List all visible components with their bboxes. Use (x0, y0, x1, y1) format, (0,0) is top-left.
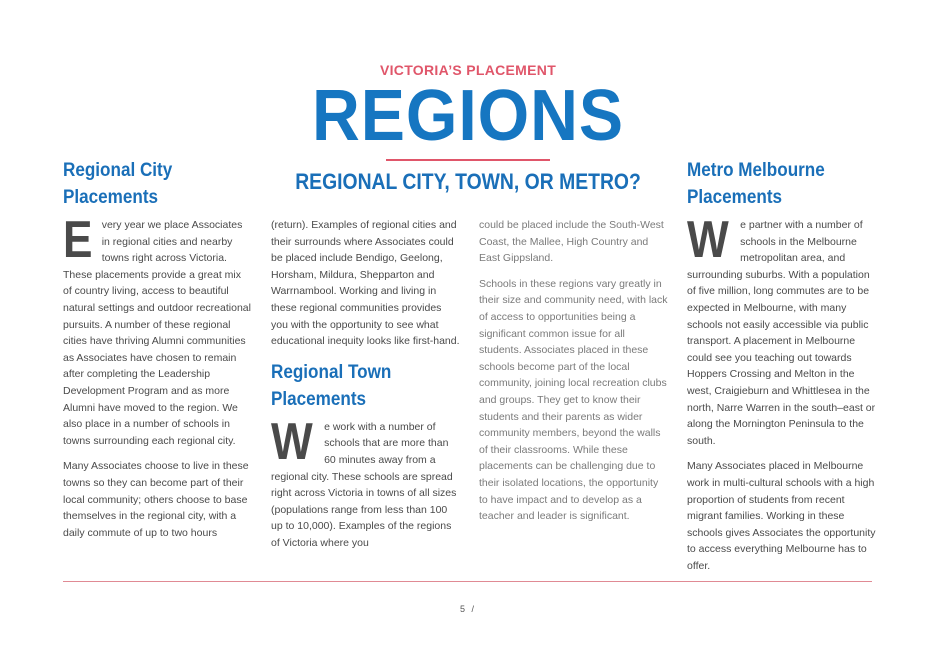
page-number: 5 / (459, 604, 476, 614)
regional-town-paragraph-1 (271, 412, 461, 552)
regional-city-paragraph-1 (63, 211, 251, 449)
page-title: REGIONS (312, 76, 624, 156)
regional-city-paragraph-3: (return). Examples of regional cities and their surrounds where Associates could be placed include Bendigo, Geelong, Horsham, Mildura, Shepparton and Warrnambool. Working and living in these regional communities provides you with the opportunity to see what educational inequity looks like first-hand. (271, 219, 460, 348)
regional-city-heading: Regional City Placements (63, 160, 173, 208)
column-2 (271, 217, 461, 561)
metro-paragraph-1 (687, 211, 877, 449)
regional-town-paragraph-3: Schools in these regions vary greatly in their size and community need, with lack of access to opportunities being a significant common issue for all students. Associates placed in these schools become part of the local community, joining local recreation clubs and groups. They get to know their students and their parents as wider community members, beyond the walls of their classrooms. While these placements can be challenging due to their isolated locations, the opportunity to have impact and to develop as a teacher and leader is significant. (479, 277, 668, 523)
dropcap-letter: E (63, 211, 93, 269)
regional-city-text-1: very year we place Associates in regional cities and nearby towns right across Victoria. These placements provide a great mix of country living, access to beautiful natural settings and outdoor recreational pursuits. A number of these regional cities have thriving Alumni communities as Associates have chosen to remain after completing the Leadership Development Program and as more Alumni have moved to the region. We also place in a number of schools in towns surrounding each regional city. (63, 219, 251, 447)
regional-town-heading: Regional Town Placements (271, 361, 392, 410)
page-subtitle: REGIONAL CITY, TOWN, OR METRO? (295, 169, 641, 194)
metro-text-1: e partner with a number of schools in the Melbourne metropolitan area, and surrounding suburbs. With a population of five million, long commutes are to be expected in Melbourne, with many schools not easily accessible via public transport. A placement in Melbourne could see you teaching out towards Hoppers Crossing and Melton in the west, Craigieburn and Whittlesea in the north, Narre Warren in the south–east or along the Mornington Peninsula to the south. (687, 219, 876, 447)
title-divider (386, 159, 550, 161)
regional-city-paragraph-2: Many Associates choose to live in these towns so they can become part of their local community; others choose to base themselves in the regional city, with a daily commute of up to two hours (63, 460, 249, 539)
dropcap-letter: W (687, 211, 729, 269)
column-3 (479, 217, 669, 534)
column-regional-city (63, 157, 251, 550)
regional-town-paragraph-2: could be placed include the South-West Coast, the Mallee, High Country and East Gippsland. (479, 219, 664, 265)
metro-paragraph-2: Many Associates placed in Melbourne work in multi-cultural schools with a high proportion of students from recent migrant families. Working in these schools gives Associates the opportunity to access everything Melbourne has to offer. (687, 460, 876, 572)
dropcap-letter: W (271, 412, 313, 471)
section-kicker: VICTORIA’S PLACEMENT (379, 62, 557, 78)
regional-town-text-1: e work with a number of schools that are more than 60 minutes away from a regional city. These schools are spread right across Victoria in towns of all sizes (populations range from less than 100 up to 10,000). Examples of the regions of Victoria where you (271, 420, 457, 549)
column-metro (687, 157, 877, 583)
footer-divider (63, 581, 872, 582)
metro-heading: Metro Melbourne Placements (687, 160, 825, 208)
